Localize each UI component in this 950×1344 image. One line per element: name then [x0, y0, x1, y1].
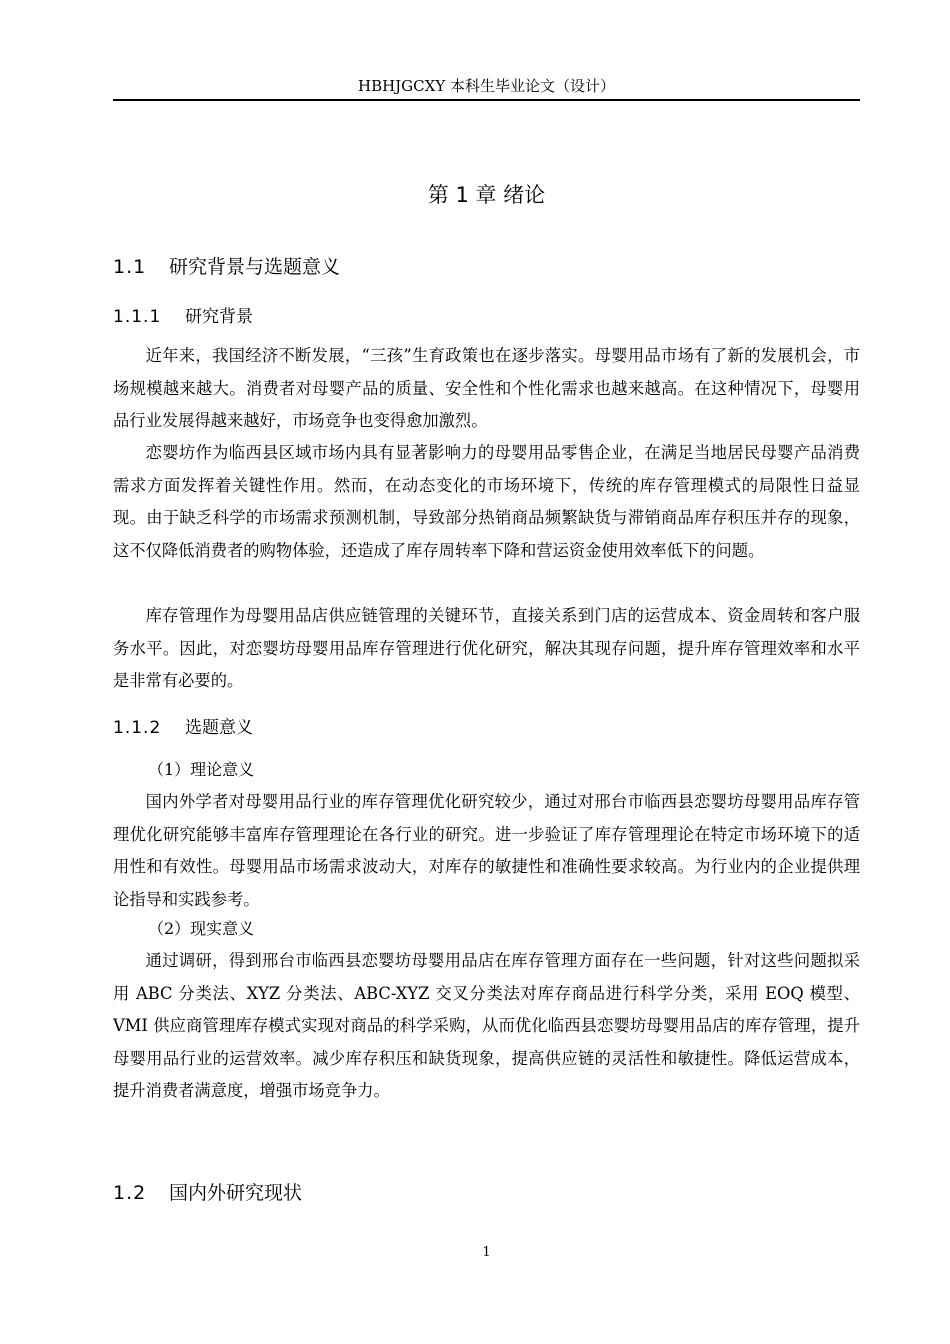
page-number: 1: [482, 1245, 491, 1260]
section-heading-1-2: [113, 1180, 302, 1206]
background-paragraph-2: 恋婴坊作为临西县区域市场内具有显著影响力的母婴用品零售企业，在满足当地居民母婴产品消费需求方面发挥着关键性作用。然而，在动态变化的市场环境下，传统的库存管理模式的局限性日益显现。由于缺乏科学的市场需求预测机制，导致部分热销商品频繁缺货与滞销商品库存积压并存的现象，这不仅降低消费者的购物体验，还造成了库存周转率下降和营运资金使用效率低下的问题。: [113, 443, 860, 560]
chapter-title: 第 1 章 绪论: [427, 183, 546, 207]
section-number: 1.2: [113, 1182, 147, 1204]
section-title: 研究背景: [185, 307, 253, 327]
background-paragraph-3: 库存管理作为母婴用品店供应链管理的关键环节，直接关系到门店的运营成本、资金周转和客户服务水平。因此，对恋婴坊母婴用品库存管理进行优化研究，解决其现存问题，提升库存管理效率和水平是非常有必要的。: [113, 606, 860, 691]
section-number: 1.1: [113, 256, 147, 278]
section-heading-1-1: [113, 254, 340, 280]
theory-significance-paragraph: 国内外学者对母婴用品行业的库存管理优化研究较少，通过对邢台市临西县恋婴坊母婴用品库存管理优化研究能够丰富库存管理理论在各行业的研究。进一步验证了库存管理理论在特定市场环境下的适用性和有效性。母婴用品市场需求波动大，对库存的敏捷性和准确性要求较高。为行业内的企业提供理论指导和实践参考。: [113, 792, 860, 909]
section-number: 1.1.2: [113, 718, 162, 738]
practical-significance-label: （2）现实意义: [148, 919, 255, 938]
section-title: 国内外研究现状: [169, 1182, 303, 1204]
section-title: 选题意义: [185, 718, 253, 738]
section-heading-1-1-1: [113, 305, 253, 329]
section-number: 1.1.1: [113, 307, 162, 327]
section-heading-1-1-2: [113, 716, 253, 740]
theory-significance-label: （1）理论意义: [148, 760, 255, 779]
practical-significance-paragraph: 通过调研，得到邢台市临西县恋婴坊母婴用品店在库存管理方面存在一些问题，针对这些问题拟采用 ABC 分类法、XYZ 分类法、ABC-XYZ 交叉分类法对库存商品进行科学分类，采用 EOQ 模型、VMI 供应商管理库存模式实现对商品的科学采购，从而优化临西县恋婴坊母婴用品店的库存管理，提升母婴用品行业的运营效率。减少库存积压和缺货现象，提高供应链的灵活性和敏捷性。降低运营成本，提升消费者满意度，增强市场竞争力。: [113, 951, 860, 1101]
section-title: 研究背景与选题意义: [169, 256, 341, 278]
background-paragraph-1: 近年来，我国经济不断发展，“三孩”生育政策也在逐步落实。母婴用品市场有了新的发展机会，市场规模越来越大。消费者对母婴产品的质量、安全性和个性化需求也越来越高。在这种情况下，母婴用品行业发展得越来越好，市场竞争也变得愈加激烈。: [113, 346, 860, 431]
header-rule: [113, 99, 860, 101]
page-header: HBHJGCXY 本科生毕业论文（设计）: [357, 77, 615, 95]
